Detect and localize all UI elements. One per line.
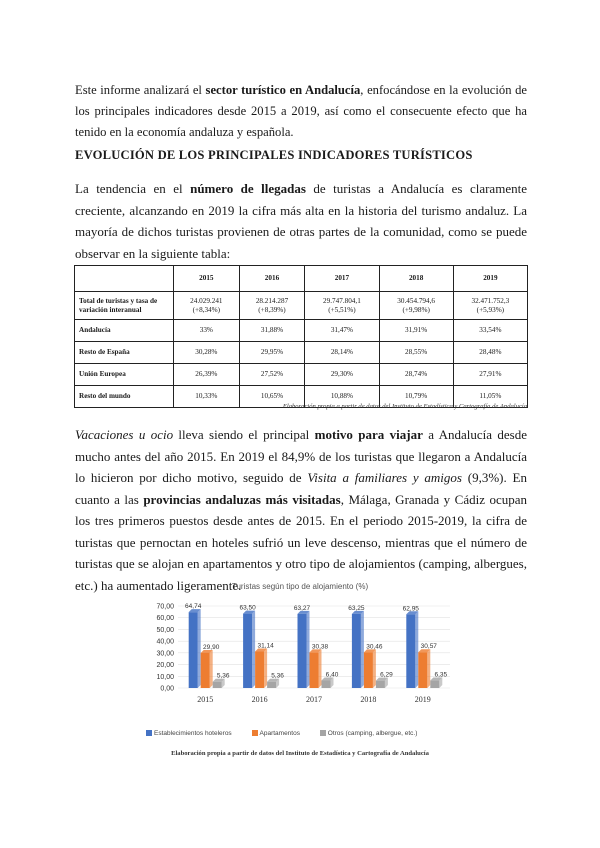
- row-label: Resto de España: [75, 342, 174, 364]
- data-label: 5,36: [216, 672, 230, 680]
- y-tick-label: 40,00: [156, 638, 174, 646]
- tourists-table: [74, 265, 528, 408]
- section-heading: EVOLUCIÓN DE LOS PRINCIPALES INDICADORES TURÍSTICOS: [75, 148, 473, 162]
- bar-side: [415, 611, 418, 688]
- accommodation-chart: [140, 580, 460, 725]
- bar: [418, 652, 427, 688]
- table-cell: 28,48%: [453, 342, 527, 364]
- y-tick-label: 50,00: [156, 626, 174, 634]
- data-label: 30,38: [311, 643, 329, 651]
- y-tick-label: 0,00: [160, 685, 174, 693]
- legend-item: Establecimientos hoteleros: [146, 730, 232, 737]
- data-label: 31,14: [257, 642, 274, 650]
- x-tick-label: 2017: [306, 695, 322, 704]
- table-cell: 31,47%: [305, 320, 379, 342]
- legend-swatch: [320, 730, 326, 736]
- bar-side: [361, 611, 364, 688]
- x-tick-label: 2015: [197, 695, 214, 704]
- table-cell: 33,54%: [453, 320, 527, 342]
- legend-item: Apartamentos: [252, 730, 300, 737]
- legend-swatch: [252, 730, 258, 736]
- bar: [243, 614, 252, 688]
- table-cell: 27,91%: [453, 364, 527, 386]
- table-cell: 31,91%: [379, 320, 453, 342]
- data-label: 63,27: [293, 604, 311, 612]
- table-cell: 29,95%: [239, 342, 305, 364]
- x-tick-label: 2018: [360, 695, 377, 704]
- y-tick-label: 60,00: [156, 615, 174, 623]
- bar-side: [427, 649, 430, 688]
- data-label: 30,57: [420, 643, 437, 651]
- table-cell: 30,28%: [174, 342, 240, 364]
- bar: [376, 681, 385, 688]
- bar: [430, 681, 439, 688]
- bar: [189, 612, 198, 688]
- y-tick-label: 10,00: [156, 673, 174, 681]
- row-label: Andalucía: [75, 320, 174, 342]
- bar: [255, 652, 264, 688]
- row-label: Resto del mundo: [75, 386, 174, 408]
- data-label: 30,46: [366, 643, 383, 651]
- data-label: 64,74: [185, 603, 202, 611]
- x-tick-label: 2016: [251, 695, 268, 704]
- table-cell: 24.029.241 (+8,34%): [174, 292, 240, 320]
- table-cell: 29,30%: [305, 364, 379, 386]
- table-cell: 10,33%: [174, 386, 240, 408]
- chart-title: Turistas según tipo de alojamiento (%): [231, 582, 369, 591]
- table-header: 2015: [174, 266, 240, 292]
- legend-item: Otros (camping, albergue, etc.): [320, 730, 418, 737]
- table-cell: 28,74%: [379, 364, 453, 386]
- bar: [322, 681, 331, 688]
- table-cell: 27,52%: [239, 364, 305, 386]
- y-tick-label: 20,00: [156, 662, 174, 670]
- table-cell: 31,88%: [239, 320, 305, 342]
- chart-caption: Elaboración propia a partir de datos del Instituto de Estadística y Cartografía de Andalucía: [171, 750, 429, 757]
- bar-side: [319, 649, 322, 688]
- table-header: 2017: [305, 266, 379, 292]
- motives-paragraph: Vacaciones u ocio lleva siendo el principal motivo para viajar a Andalucía desde mucho antes del año 2015. En 2019 el 84,9% de los turistas que llegaron a Andalucía lo hicieron por dicho motivo, seguido de Visita a familiares y amigos (9,3%). En cuanto a las provincias andaluzas más visitadas, Málaga, Granada y Cádiz ocupan los tres primeros puestos desde antes de 2015. En el periodo 2015-2019, la cifra de turistas que pernoctan en hoteles sufrió un leve descenso, mientras que el número de turistas que se alojan en apartamentos y otro tipo de alojamientos (camping, albergues, etc.) ha aumentado ligeramente.: [75, 427, 528, 593]
- data-label: 62,95: [402, 605, 419, 613]
- table-cell: 10,88%: [305, 386, 379, 408]
- table-row: [75, 342, 528, 364]
- row-label: Total de turistas y tasa de variación interanual: [75, 292, 174, 320]
- data-label: 63,25: [348, 604, 365, 612]
- table-cell: 28,55%: [379, 342, 453, 364]
- data-label: 29,90: [203, 643, 220, 651]
- bar-side: [373, 649, 376, 688]
- bar: [213, 682, 222, 688]
- bar: [310, 652, 319, 688]
- bar: [406, 614, 415, 688]
- table-header-empty: [75, 266, 174, 292]
- data-label: 63,50: [239, 604, 256, 612]
- data-label: 6,35: [434, 671, 448, 679]
- table-cell: 10,79%: [379, 386, 453, 408]
- data-label: 5,36: [271, 672, 284, 680]
- bar: [298, 614, 307, 688]
- table-cell: 28.214.287 (+8,39%): [239, 292, 305, 320]
- arrivals-paragraph: La tendencia en el número de llegadas de turistas a Andalucía es claramente creciente, alcanzando en 2019 la cifra más alta en la historia del turismo andaluz. La mayoría de dichos turistas provienen de otras partes de la comunidad, como se puede observar en la siguiente tabla:: [75, 181, 527, 261]
- table-header: 2016: [239, 266, 305, 292]
- table-cell: 32.471.752,3 (+5,93%): [453, 292, 527, 320]
- table-cell: 30.454.794,6 (+9,98%): [379, 292, 453, 320]
- chart-legend: [146, 730, 435, 737]
- bar-side: [198, 609, 201, 688]
- legend-swatch: [146, 730, 152, 736]
- bar-side: [210, 650, 213, 688]
- table-cell: 26,39%: [174, 364, 240, 386]
- table-row: [75, 364, 528, 386]
- bar-side: [252, 611, 255, 688]
- table-cell: 29.747.804,1 (+5,51%): [305, 292, 379, 320]
- bar: [201, 653, 210, 688]
- row-label: Unión Europea: [75, 364, 174, 386]
- y-tick-label: 30,00: [156, 650, 174, 658]
- bar: [364, 652, 373, 688]
- table-caption: Elaboración propia a partir de datos del Instituto de Estadística y Cartografía de Andalucía: [282, 403, 527, 410]
- table-row: [75, 320, 528, 342]
- bar-side: [264, 649, 267, 688]
- table-cell: 11,05%: [453, 386, 527, 408]
- table-cell: 33%: [174, 320, 240, 342]
- x-tick-label: 2019: [414, 695, 431, 704]
- table-header: 2019: [453, 266, 527, 292]
- bar: [267, 682, 276, 688]
- data-label: 6,29: [380, 671, 393, 679]
- intro-paragraph: Este informe analizará el sector turístico en Andalucía, enfocándose en la evolución de los principales indicadores desde 2015 a 2019, así como el consecuente efecto que ha tenido en la economía andaluza y española.: [75, 83, 527, 139]
- bar: [352, 614, 361, 688]
- data-label: 6,40: [325, 671, 339, 679]
- y-tick-label: 70,00: [156, 603, 174, 611]
- table-cell: 10,65%: [239, 386, 305, 408]
- bar-side: [307, 611, 310, 688]
- table-header: 2018: [379, 266, 453, 292]
- table-row: [75, 292, 528, 320]
- table-cell: 28,14%: [305, 342, 379, 364]
